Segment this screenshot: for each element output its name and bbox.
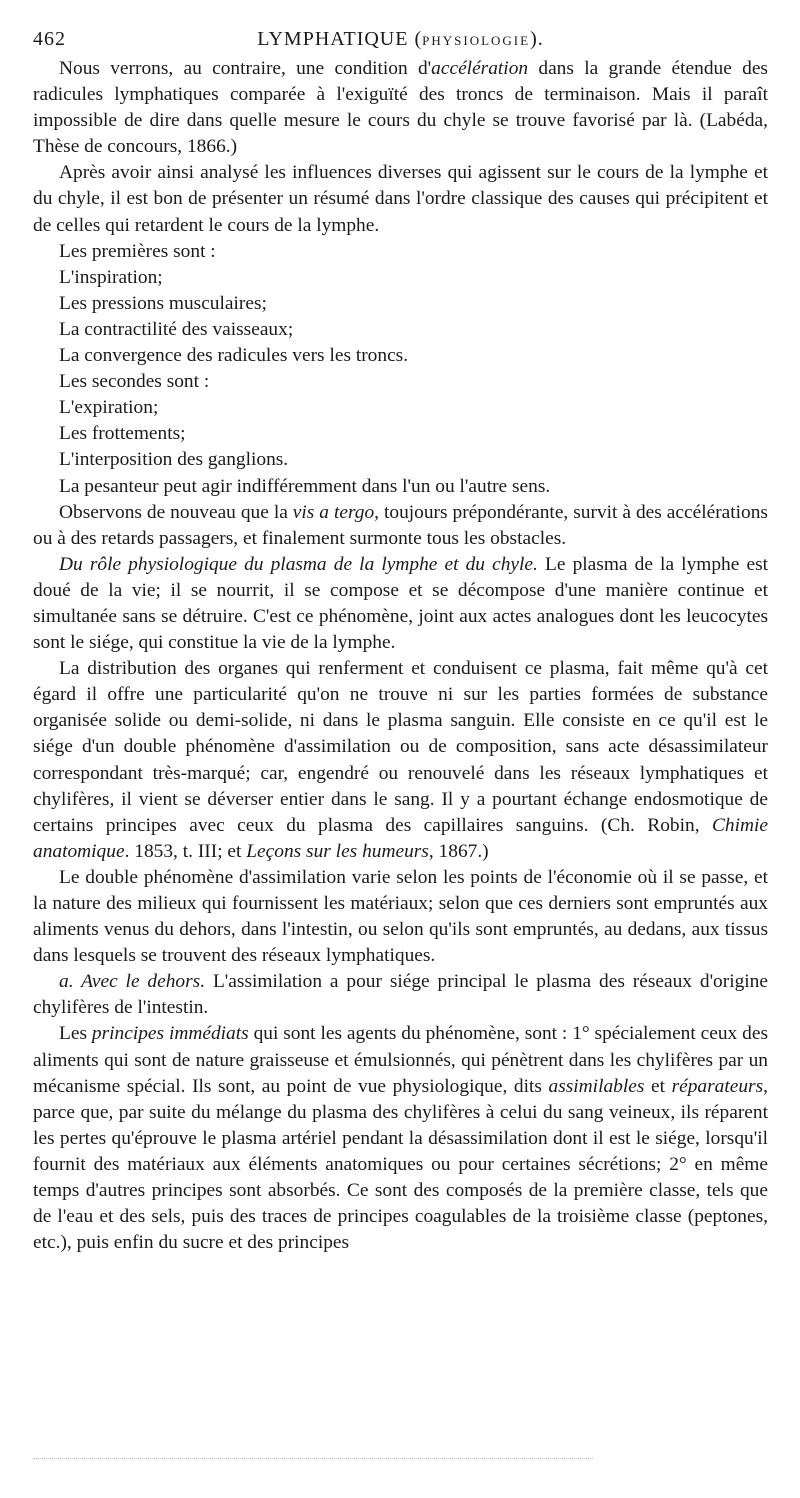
list-item [33,343,768,369]
text-run: Après avoir ainsi analysé les influences diverses qui agissent sur le cours de la lymphe et du chyle, il est bon de présenter un résumé dans l'ordre classique des causes qui précipitent et de celles qui retardent le cours de la lymphe. [33,162,768,236]
text-run: Les pressions musculaires; [59,292,267,314]
text-run: , toujours prépondérante, survit à des accélérations ou à des retards passagers, et finalement surmonte tous les obstacles. [33,501,768,549]
list-item [33,421,768,447]
text-run: L'expiration; [59,397,159,419]
paragraph [33,552,768,656]
paragraph [33,1021,768,1256]
paragraph [33,500,768,552]
title-subtitle: PHYSIOLOGIE [422,33,531,48]
list-item [33,474,768,500]
text-run: Nous verrons, au contraire, une condition d' [59,58,432,79]
list-item [33,369,768,395]
italic-run: Chimie anatomique [33,814,768,862]
text-run: L'assimilation a pour siége principal le plasma des réseaux d'origine chylifères de l'intestin. [33,971,768,1019]
italic-run: Leçons sur les humeurs [246,840,429,862]
list-item [33,291,768,317]
italic-run: Du rôle physiologique du plasma de la lymphe et du chyle. [59,553,538,575]
text-run: et [644,1075,672,1097]
text-run: Les frottements; [59,423,186,445]
italic-run: réparateurs [671,1075,764,1097]
page [33,28,768,1256]
list-item [33,239,768,265]
text-run: La pesanteur peut agir indifféremment dans l'un ou l'autre sens. [59,475,551,497]
text-run: Observons de nouveau que la [59,501,293,523]
italic-run: vis a tergo [292,501,375,523]
text-run: La contractilité des vaisseaux; [59,318,294,340]
text-run: qui sont les agents du phénomène, sont : 1° spécialement ceux des aliments qui sont de nature graisseuse et émulsionnés, qui pénètrent dans les chylifères par un mécanisme spécial. Ils sont, au point de vue physiologique, dits [33,1023,768,1097]
italic-run: a. Avec le dehors. [59,971,206,993]
italic-run: principes immédiats [91,1023,249,1045]
paragraph [33,865,768,969]
italic-run: assimilables [548,1075,645,1097]
page-number: 462 [33,28,66,50]
text-run: Le double phénomène d'assimilation varie selon les points de l'économie où il se passe, et la nature des milieux qui fournissent les matériaux; selon que ces derniers sont empruntés aux aliments venus du dehors, dans l'intestin, ou selon qu'ils sont empruntés, au dedans, aux tissus dans lesquels se trouvent des réseaux lymphatiques. [33,866,768,967]
text-run: , parce que, par suite du mélange du plasma des chylifères à celui du sang veineux, ils réparent les pertes qu'éprouve le plasma artériel pendant la désassimilation dont il est le siége, lorsqu'il fournit des matériaux aux éléments anatomiques ou pour certaines sécrétions; 2° en même temps d'autres principes sont absorbés. Ce sont des composés de la première classe, tels que de l'eau et des sels, puis des traces de principes coagulables de la troisième classe (peptones, etc.), puis enfin du sucre et des principes [33,1075,768,1254]
italic-run: accélération [431,58,529,79]
paragraph [33,969,768,1021]
text-run: . 1853, t. III; et [124,840,247,862]
paragraph [33,56,768,160]
text-run: dans la grande étendue des radicules lymphatiques comparée à l'exiguïté des troncs de terminaison. Mais il paraît impossible de dire dans quelle mesure le cours du chyle se trouve favorisé par là. (Labéda, Thèse de concours, 1866.) [33,58,768,158]
title-main: LYMPHATIQUE ( [257,28,423,50]
running-header [33,28,768,56]
running-title [33,28,768,51]
text-run: , 1867.) [428,840,489,862]
text-run: Le plasma de la lymphe est doué de la vie; il se nourrit, il se compose et se décompose d'une manière continue et simultanée sans se détruire. C'est ce phénomène, joint aux actes analogues dont les leucocytes sont le siége, qui constitue la vie de la lymphe. [33,553,769,654]
text-run: L'inspiration; [59,266,163,288]
list-item [33,395,768,421]
list-item [33,265,768,291]
text-run: Les [59,1023,92,1045]
text-run: Les premières sont : [59,240,216,262]
list-item [33,447,768,473]
paragraph [33,656,768,865]
footer-rule [33,1458,593,1459]
text-run: La convergence des radicules vers les troncs. [59,345,409,367]
text-run: L'interposition des ganglions. [59,449,289,471]
text-run: Les secondes sont : [59,371,210,393]
text-run: La distribution des organes qui renferment et conduisent ce plasma, fait même qu'à cet égard il offre une particularité qu'on ne trouve ni sur les parties formées de substance organisée solide ou demi-solide, ni dans le plasma sanguin. Elle consiste en ce qu'il est le siége d'un double phénomène d'assimilation ou de composition, sans acte désassimilateur correspondant très-marqué; car, engendré ou renouvelé dans les réseaux lymphatiques et chylifères, il vient se déverser entier dans le sang. Il y a pourtant échange endosmotique de certains principes avec ceux du plasma des capillaires sanguins. (Ch. Robin, [33,658,768,836]
body-text [33,56,768,1256]
title-end: ). [530,28,544,50]
paragraph [33,160,768,238]
list-item [33,317,768,343]
